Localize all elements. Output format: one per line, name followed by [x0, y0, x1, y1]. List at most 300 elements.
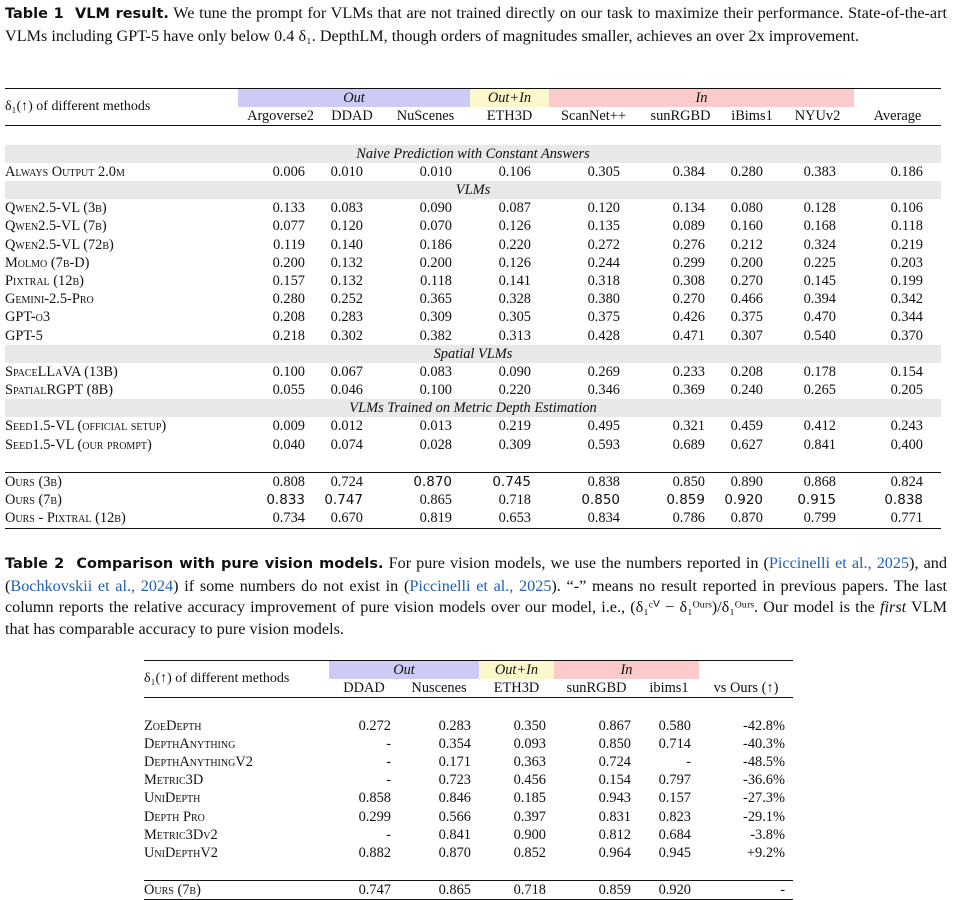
metric-value: 0.012	[330, 418, 363, 435]
metric-value: 0.118	[891, 218, 923, 235]
metric-value: 0.745	[470, 472, 549, 491]
metric-value: 0.859	[554, 881, 639, 900]
metric-value: 0.718	[479, 881, 554, 900]
metric-value: 0.964	[598, 844, 631, 861]
metric-value: 0.145	[803, 272, 836, 289]
table1	[5, 88, 941, 529]
group-out-in: Out+In	[470, 89, 549, 108]
method-name: Depth Pro	[144, 808, 205, 825]
metric-value: 0.240	[730, 382, 763, 399]
spacer-cell	[144, 862, 793, 881]
metric-value: 0.299	[672, 254, 705, 271]
metric-value: 0.154	[598, 772, 631, 789]
metric-value: 0.133	[272, 200, 305, 217]
table2	[144, 660, 793, 900]
metric-value: 0.870	[723, 509, 781, 528]
metric-value: 0.185	[513, 790, 546, 807]
metric-value: 0.833	[266, 492, 305, 509]
metric-value: 0.426	[672, 309, 705, 326]
group-out: Out	[238, 89, 470, 108]
metric-value: 0.890	[723, 472, 781, 491]
metric-value: 0.168	[803, 218, 836, 235]
method-name: SpatialRGPT (8B)	[5, 382, 114, 399]
metric-value: 0.383	[803, 163, 836, 180]
table-row	[5, 290, 941, 308]
metric-value: 0.100	[419, 382, 452, 399]
metric-value: 0.684	[658, 826, 691, 843]
section-header	[5, 399, 941, 417]
metric-value: 0.132	[330, 254, 363, 271]
metric-value: 0.178	[803, 363, 836, 380]
metric-value: 0.495	[587, 418, 620, 435]
table2-corner-label: δ₁(↑) of different methods	[144, 661, 329, 698]
metric-value: -	[386, 772, 391, 789]
group-empty	[854, 89, 941, 108]
metric-value: 0.208	[730, 363, 763, 380]
method-name: GPT-5	[5, 327, 43, 344]
metric-value: 0.135	[587, 218, 620, 235]
table-row	[5, 163, 941, 181]
metric-value: 0.203	[890, 254, 923, 271]
metric-value: -	[699, 881, 793, 900]
metric-value: 0.346	[587, 382, 620, 399]
table-row	[5, 326, 941, 344]
metric-value: 0.846	[438, 790, 471, 807]
metric-value: 0.328	[498, 291, 531, 308]
metric-value: 0.653	[470, 509, 549, 528]
citation-link[interactable]: Piccinelli et al., 2025	[409, 576, 552, 595]
metric-value: 0.083	[419, 363, 452, 380]
metric-value: 0.252	[330, 291, 363, 308]
metric-value: 0.120	[587, 200, 620, 217]
spacer	[144, 862, 793, 881]
metric-value: -48.5%	[743, 754, 785, 771]
metric-value: 0.850	[638, 472, 723, 491]
metric-value: 0.220	[498, 236, 531, 253]
section-title: Spatial VLMs	[5, 345, 941, 363]
metric-value: -40.3%	[743, 735, 785, 752]
method-name: SpaceLLaVA (13B)	[5, 363, 118, 380]
metric-value: 0.920	[639, 881, 699, 900]
metric-value: 0.119	[273, 236, 305, 253]
metric-value: 0.867	[598, 717, 631, 734]
metric-value: 0.724	[323, 472, 381, 491]
metric-value: 0.786	[638, 509, 723, 528]
method-name: Gemini-2.5-Pro	[5, 291, 94, 308]
metric-value: 0.272	[587, 236, 620, 253]
metric-value: 0.205	[890, 382, 923, 399]
section-header	[5, 145, 941, 163]
table-row	[144, 808, 793, 826]
spacer	[5, 126, 941, 145]
metric-value: 0.819	[381, 509, 470, 528]
metric-value: 0.540	[803, 327, 836, 344]
metric-value: 0.093	[513, 735, 546, 752]
metric-value: 0.363	[513, 754, 546, 771]
metric-value: 0.157	[272, 272, 305, 289]
metric-value: 0.309	[419, 309, 452, 326]
metric-value: 0.283	[438, 717, 471, 734]
metric-value: 0.747	[329, 881, 399, 900]
method-name: UniDepthV2	[144, 844, 218, 861]
method-name: Ours (7b)	[5, 492, 62, 509]
column-header: sunRGBD	[566, 680, 627, 697]
metric-value: 0.140	[330, 236, 363, 253]
metric-value: 0.200	[272, 254, 305, 271]
metric-value: 0.369	[672, 382, 705, 399]
table-row	[5, 254, 941, 272]
metric-value: -	[386, 735, 391, 752]
metric-value: -	[386, 754, 391, 771]
metric-value: 0.350	[513, 717, 546, 734]
metric-value: 0.265	[803, 382, 836, 399]
metric-value: 0.200	[730, 254, 763, 271]
metric-value: 0.299	[358, 808, 391, 825]
section-title: VLMs	[5, 181, 941, 199]
metric-value: 0.375	[730, 309, 763, 326]
metric-value: 0.354	[438, 735, 471, 752]
group-empty	[699, 661, 793, 680]
table1-caption-text: We tune the prompt for VLMs that are not trained directly on our task to maximize their performance. State-of-the-art VLMs including GPT-5 have only below 0.4 δ₁. DepthLM, though orders of magnitudes smaller, achieves an over 2x improvement.	[5, 4, 947, 45]
column-header: NYUv2	[794, 108, 841, 125]
metric-value: 0.186	[419, 236, 452, 253]
metric-value: 0.724	[598, 754, 631, 771]
metric-value: 0.812	[598, 826, 631, 843]
metric-value: 0.126	[498, 218, 531, 235]
spacer	[144, 698, 793, 717]
metric-value: 0.090	[419, 200, 452, 217]
metric-value: 0.627	[730, 436, 763, 453]
metric-value: 0.212	[730, 236, 763, 253]
method-name: DepthAnything	[144, 735, 236, 752]
metric-value: 0.823	[658, 808, 691, 825]
method-name: DepthAnythingV2	[144, 754, 253, 771]
metric-value: 0.160	[730, 218, 763, 235]
metric-value: 0.218	[272, 327, 305, 344]
metric-value: 0.850	[598, 735, 631, 752]
spacer-cell	[144, 698, 793, 717]
table1-corner-label: δ₁(↑) of different methods	[5, 89, 238, 126]
table2-caption: Table 2 Comparison with pure vision models. For pure vision models, we use the numbers reported in (Piccinelli et al., 2025), and (Bochkovskii et al., 2024) if some numbers do not exist in (Piccinelli et al., 2025). “-” means no result reported in previous papers. The last column reports the relative accuracy improvement of pure vision models over our model, i.e., (δ₁ᶜⱽ − δ₁ᴼᵘʳˢ)/δ₁ᴼᵘʳˢ. Our model is the first VLM that has comparable accuracy to pure vision models.	[5, 554, 947, 638]
metric-value: 0.370	[890, 327, 923, 344]
column-header: ScanNet++	[561, 108, 626, 125]
spacer	[5, 454, 941, 473]
table2-label: Table 2 Comparison with pure vision models.	[5, 556, 384, 572]
metric-value: 0.714	[658, 735, 691, 752]
table-row	[5, 417, 941, 435]
method-name: Always Output 2.0m	[5, 163, 125, 180]
table-row	[5, 236, 941, 254]
table-row	[5, 363, 941, 381]
metric-value: 0.100	[272, 363, 305, 380]
method-name: Ours (7b)	[144, 881, 329, 900]
metric-value: 0.120	[330, 218, 363, 235]
metric-value: 0.087	[498, 200, 531, 217]
metric-value: 0.090	[498, 363, 531, 380]
metric-value: 0.028	[419, 436, 452, 453]
method-name: GPT-o3	[5, 309, 51, 326]
metric-value: 0.106	[890, 200, 923, 217]
metric-value: 0.118	[420, 272, 452, 289]
metric-value: 0.006	[272, 163, 305, 180]
table-row-ours	[5, 491, 941, 509]
column-header: ibims1	[649, 680, 689, 697]
column-header: Argoverse2	[247, 108, 314, 125]
metric-value: 0.882	[358, 844, 391, 861]
metric-value: 0.858	[358, 790, 391, 807]
metric-value: 0.771	[854, 509, 941, 528]
metric-value: 0.670	[323, 509, 381, 528]
table-row-ours	[5, 472, 941, 491]
method-name: Qwen2.5-VL (72b)	[5, 236, 114, 253]
metric-value: 0.305	[498, 309, 531, 326]
metric-value: -	[686, 754, 691, 771]
metric-value: 0.128	[803, 200, 836, 217]
metric-value: 0.900	[513, 826, 546, 843]
spacer-cell	[5, 126, 941, 145]
column-header: Average	[873, 108, 922, 125]
metric-value: 0.850	[581, 492, 620, 509]
metric-value: 0.272	[358, 717, 391, 734]
metric-value: -36.6%	[743, 772, 785, 789]
metric-value: 0.841	[438, 826, 471, 843]
column-header: vs Ours (↑)	[713, 680, 779, 697]
metric-value: 0.280	[272, 291, 305, 308]
metric-value: 0.870	[381, 472, 470, 491]
metric-value: 0.307	[730, 327, 763, 344]
column-header: ETH3D	[493, 680, 540, 697]
metric-value: 0.276	[672, 236, 705, 253]
metric-value: 0.199	[890, 272, 923, 289]
metric-value: 0.208	[272, 309, 305, 326]
method-name: Metric3D	[144, 772, 204, 789]
metric-value: 0.200	[419, 254, 452, 271]
method-name: Pixtral (12b)	[5, 272, 84, 289]
group-in: In	[554, 661, 699, 680]
metric-value: 0.132	[330, 272, 363, 289]
table1-group-header	[5, 89, 941, 108]
table-row	[5, 217, 941, 235]
metric-value: 0.943	[598, 790, 631, 807]
metric-value: 0.220	[498, 382, 531, 399]
metric-value: 0.305	[587, 163, 620, 180]
table-row	[144, 735, 793, 753]
table-row	[5, 436, 941, 454]
metric-value: 0.309	[498, 436, 531, 453]
metric-value: 0.126	[498, 254, 531, 271]
metric-value: 0.920	[724, 492, 763, 509]
metric-value: 0.321	[672, 418, 705, 435]
table-row	[144, 826, 793, 844]
table-row-ours	[5, 509, 941, 528]
metric-value: 0.797	[658, 772, 691, 789]
metric-value: 0.734	[238, 509, 323, 528]
metric-value: 0.915	[797, 492, 836, 509]
method-name: Qwen2.5-VL (3b)	[5, 200, 107, 217]
column-header: NuScenes	[396, 108, 455, 125]
metric-value: 0.838	[549, 472, 638, 491]
table-row	[144, 789, 793, 807]
metric-value: 0.089	[672, 218, 705, 235]
metric-value: 0.134	[672, 200, 705, 217]
section-title: Naive Prediction with Constant Answers	[5, 145, 941, 163]
group-out: Out	[329, 661, 479, 680]
section-header	[5, 181, 941, 199]
metric-value: 0.067	[330, 363, 363, 380]
metric-value: 0.382	[419, 327, 452, 344]
metric-value: 0.244	[587, 254, 620, 271]
citation-link[interactable]: Bochkovskii et al., 2024	[10, 576, 174, 595]
metric-value: 0.225	[803, 254, 836, 271]
table1-caption	[5, 3, 947, 47]
metric-value: 0.397	[513, 808, 546, 825]
metric-value: 0.466	[730, 291, 763, 308]
section-title: VLMs Trained on Metric Depth Estimation	[5, 399, 941, 417]
metric-value: 0.013	[419, 418, 452, 435]
metric-value: 0.824	[854, 472, 941, 491]
metric-value: 0.380	[587, 291, 620, 308]
table-row	[5, 381, 941, 399]
metric-value: 0.342	[890, 291, 923, 308]
metric-value: 0.459	[730, 418, 763, 435]
metric-value: 0.280	[730, 163, 763, 180]
metric-value: 0.344	[890, 309, 923, 326]
metric-value: 0.010	[419, 163, 452, 180]
metric-value: 0.718	[498, 492, 531, 509]
metric-value: 0.400	[890, 436, 923, 453]
metric-value: +9.2%	[746, 844, 785, 861]
metric-value: 0.302	[330, 327, 363, 344]
metric-value: 0.859	[666, 492, 705, 509]
metric-value: 0.566	[438, 808, 471, 825]
table1-label: Table 1 VLM result.	[5, 6, 169, 22]
metric-value: 0.808	[238, 472, 323, 491]
metric-value: 0.470	[803, 309, 836, 326]
metric-value: 0.471	[672, 327, 705, 344]
metric-value: -	[386, 826, 391, 843]
metric-value: 0.270	[672, 291, 705, 308]
table-row	[5, 272, 941, 290]
table-row	[144, 771, 793, 789]
citation-link[interactable]: Piccinelli et al., 2025	[768, 554, 910, 572]
metric-value: 0.318	[587, 272, 620, 289]
section-header	[5, 345, 941, 363]
column-header: Nuscenes	[411, 680, 467, 697]
metric-value: 0.412	[803, 418, 836, 435]
method-name: ZoeDepth	[144, 717, 202, 734]
metric-value: 0.010	[330, 163, 363, 180]
metric-value: 0.723	[438, 772, 471, 789]
metric-value: 0.141	[498, 272, 531, 289]
metric-value: 0.868	[781, 472, 854, 491]
metric-value: 0.055	[272, 382, 305, 399]
metric-value: 0.070	[419, 218, 452, 235]
metric-value: 0.083	[330, 200, 363, 217]
metric-value: 0.689	[672, 436, 705, 453]
method-name: Ours (3b)	[5, 472, 238, 491]
metric-value: 0.593	[587, 436, 620, 453]
metric-value: -3.8%	[750, 826, 785, 843]
metric-value: 0.324	[803, 236, 836, 253]
metric-value: 0.157	[658, 790, 691, 807]
metric-value: 0.831	[598, 808, 631, 825]
metric-value: 0.580	[658, 717, 691, 734]
method-name: Qwen2.5-VL (7b)	[5, 218, 107, 235]
metric-value: 0.283	[330, 309, 363, 326]
metric-value: 0.219	[890, 236, 923, 253]
metric-value: 0.428	[587, 327, 620, 344]
metric-value: 0.852	[513, 844, 546, 861]
group-in: In	[549, 89, 854, 108]
table-row	[5, 308, 941, 326]
metric-value: 0.865	[419, 492, 452, 509]
table-row	[144, 717, 793, 735]
metric-value: 0.870	[438, 844, 471, 861]
metric-value: 0.077	[272, 218, 305, 235]
metric-value: 0.080	[730, 200, 763, 217]
metric-value: 0.106	[498, 163, 531, 180]
metric-value: 0.365	[419, 291, 452, 308]
group-out-in: Out+In	[479, 661, 554, 680]
spacer-cell	[5, 454, 941, 473]
metric-value: 0.171	[438, 754, 471, 771]
table-row	[144, 844, 793, 862]
table2-group-header	[144, 661, 793, 680]
metric-value: 0.838	[884, 492, 923, 509]
metric-value: 0.074	[330, 436, 363, 453]
metric-value: 0.046	[330, 382, 363, 399]
metric-value: -29.1%	[743, 808, 785, 825]
metric-value: 0.243	[890, 418, 923, 435]
metric-value: 0.154	[890, 363, 923, 380]
metric-value: 0.009	[272, 418, 305, 435]
metric-value: 0.456	[513, 772, 546, 789]
table-row	[5, 199, 941, 217]
metric-value: 0.313	[498, 327, 531, 344]
metric-value: 0.233	[672, 363, 705, 380]
metric-value: -42.8%	[743, 717, 785, 734]
metric-value: 0.219	[498, 418, 531, 435]
method-name: Metric3Dv2	[144, 826, 218, 843]
metric-value: 0.834	[549, 509, 638, 528]
metric-value: 0.865	[399, 881, 479, 900]
metric-value: 0.375	[587, 309, 620, 326]
column-header: DDAD	[343, 680, 385, 697]
method-name: UniDepth	[144, 790, 201, 807]
method-name: Seed1.5-VL (official setup)	[5, 418, 167, 435]
table-row-ours	[144, 881, 793, 900]
metric-value: 0.186	[890, 163, 923, 180]
column-header: DDAD	[331, 108, 373, 125]
method-name: Molmo (7b-D)	[5, 254, 90, 271]
metric-value: 0.841	[803, 436, 836, 453]
column-header: iBims1	[731, 108, 773, 125]
metric-value: 0.269	[587, 363, 620, 380]
metric-value: 0.799	[781, 509, 854, 528]
metric-value: 0.308	[672, 272, 705, 289]
column-header: sunRGBD	[650, 108, 711, 125]
metric-value: 0.270	[730, 272, 763, 289]
metric-value: -27.3%	[743, 790, 785, 807]
metric-value: 0.384	[672, 163, 705, 180]
method-name: Ours - Pixtral (12b)	[5, 509, 238, 528]
table-row	[144, 753, 793, 771]
column-header: ETH3D	[486, 108, 533, 125]
metric-value: 0.040	[272, 436, 305, 453]
metric-value: 0.945	[658, 844, 691, 861]
metric-value: 0.747	[324, 492, 363, 509]
metric-value: 0.394	[803, 291, 836, 308]
